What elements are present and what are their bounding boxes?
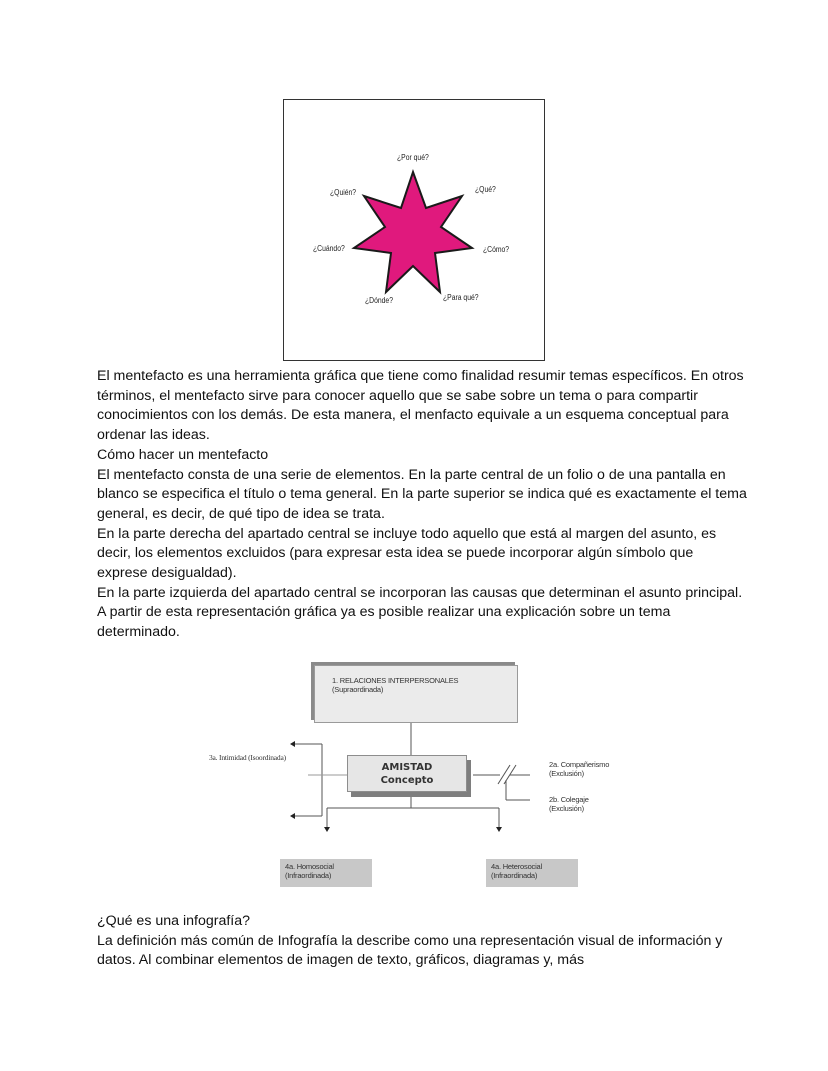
star-label-como: ¿Cómo? [483,245,510,254]
heading-infografia: ¿Qué es una infografía? [97,913,251,929]
infraordinada-2-title: 4a. Heterosocial [491,862,542,871]
infraordinada-2-subtitle: (Infraordinada) [491,871,538,880]
paragraph-infografia-definition: La definición más común de Infografía la describe como una representación visual de información y datos. Al combinar elementos de imagen de texto, gráficos, diagramas y, más [97,932,723,969]
paragraph-definition: El mentefacto es una herramienta gráfica que tiene como finalidad resumir temas específicos. En otros términos, el mentefacto sirve para conocer aquello que se sabe sobre un tema o para compartir conocimientos con los demás. De esta manera, el menfacto equivale a un esquema conceptual para ordenar las ideas. [97,368,744,444]
star-label-que: ¿Qué? [475,185,496,194]
exclusion-1-title: 2a. Compañerismo [549,760,610,769]
infraordinada-1-subtitle: (Infraordinada) [285,871,332,880]
concept-title: AMISTAD [381,762,433,773]
infraordinada-box-heterosocial [486,859,578,887]
concept-subtitle: Concepto [380,775,434,786]
star-label-para-que: ¿Para qué? [443,293,479,302]
paragraph-left-part: En la parte izquierda del apartado central se incorporan las causas que determinan el asunto principal. A partir de esta representación gráfica ya es posible realizar una explicación sobre un tema determinado. [97,584,743,641]
paragraph-right-part: En la parte derecha del apartado central se incluye todo aquello que está al margen del asunto, es decir, los elementos excluidos (para expresar esta idea se puede incorporar algún símbolo que exprese desigualdad). [97,525,717,582]
infografia-text [97,912,747,971]
exclusion-2-subtitle: (Exclusión) [549,804,584,813]
star-figure [283,99,545,361]
infraordinada-1-title: 4a. Homosocial [285,862,334,871]
star-icon [284,100,544,360]
exclusion-1-subtitle: (Exclusión) [549,769,584,778]
star-label-quien: ¿Quién? [330,188,357,197]
paragraph-elements: El mentefacto consta de una serie de elementos. En la parte central de un folio o de una pantalla en blanco se especifica el título o tema general. En la parte superior se indica qué es exactamente el tema general, es decir, de qué tipo de idea se trata. [97,466,747,522]
star-label-por-que: ¿Por qué? [397,153,429,162]
star-label-donde: ¿Dónde? [365,296,393,305]
mentefacto-diagram [190,660,630,895]
supraordinada-subtitle: (Supraordinada) [332,685,384,694]
supraordinada-box [314,665,518,723]
supraordinada-title: 1. RELACIONES INTERPERSONALES [332,676,459,685]
subheading-como-hacer: Cómo hacer un mentefacto [97,446,269,463]
mentefacto-text [97,367,747,643]
exclusion-2-title: 2b. Colegaje [549,795,589,804]
isoordinada-label: 3a. Intimidad (Isoordinada) [209,753,286,762]
star-label-cuando: ¿Cuándo? [313,244,345,253]
infraordinada-box-homosocial [280,859,372,887]
concept-box [347,755,467,792]
